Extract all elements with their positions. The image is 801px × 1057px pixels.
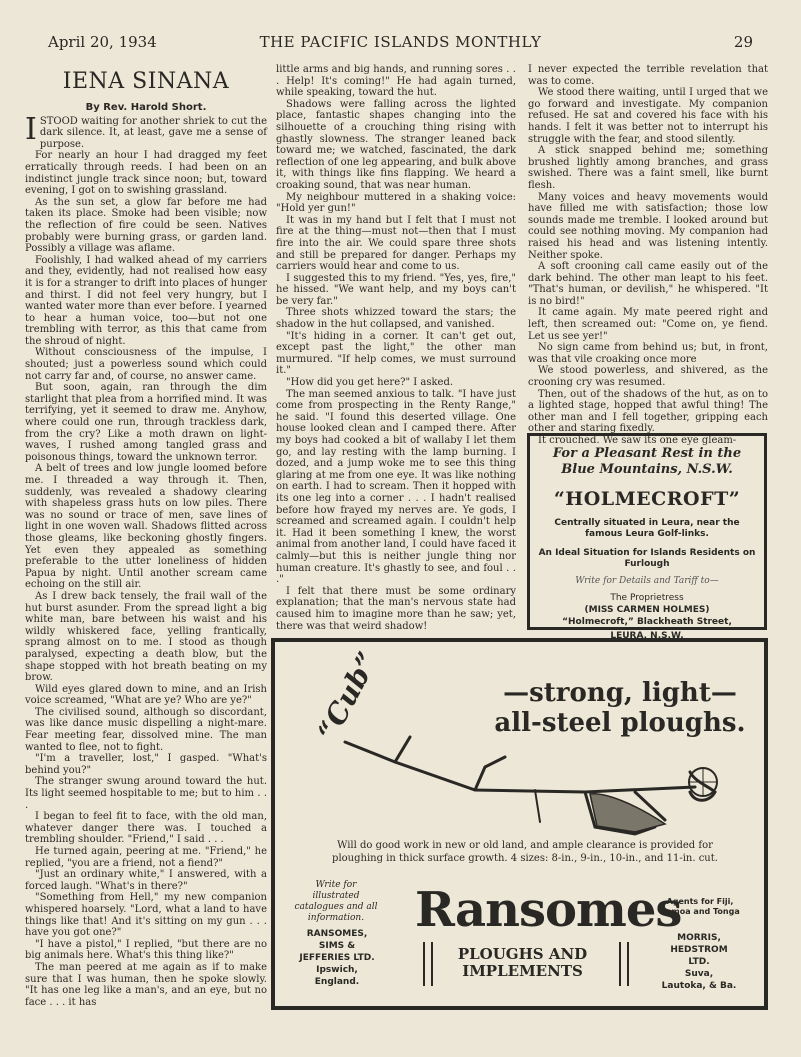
paragraph: Then, out of the shadows of the hut, as on to a lighted stage, hopped that awful thing! The other man and I fell together, gripping each other and staring fixedly. xyxy=(528,388,768,435)
paragraph: "How did you get here?" I asked. xyxy=(286,377,454,389)
paragraph: Wild eyes glared down to mine, and an Irish voice screamed, "What are ye? Who are ye?" xyxy=(25,683,267,707)
agents-heading: Agents for Fiji, Samoa and Tonga xyxy=(660,897,740,916)
paragraph: Three shots whizzed toward the stars; the shadow in the hut collapsed, and vanished. xyxy=(276,307,516,331)
paragraph: A belt of trees and low jungle loomed before me. I threaded a way through it. Then, suddenly, was revealed a shadowy clearing with shapeless grass huts on low piles. There was no sound or trace of men, save lines of light in one woven wall. Shadows flitted across those gleams, like beckoning ghostly fingers. Yet even they appealed as something preferable to the utter loneliness of hidden Papua by night. Until another scream came echoing on the still air. xyxy=(25,463,267,591)
paragraph: I never expected the terrible revelation that was to come. xyxy=(528,64,768,87)
paragraph: It was in my hand but I felt that I must not fire at the thing—must not—then that I must fire into the air. We could spare three shots and still be prepared for danger. Perhaps my carriers would hear and come to us. xyxy=(276,214,516,273)
column-3-text xyxy=(528,64,768,447)
ransomes-advertisement xyxy=(271,638,768,1010)
paragraph: I began to feel fit to face, with the old man, whatever danger there was. I touched a trembling shoulder. "Friend," I said . . . xyxy=(25,811,267,846)
plough-description: Will do good work in new or old land, and ample clearance is provided for ploughing in thick surface growth. 4 sizes: 8-in., 9-in., 10-in., and 11-in. cut. xyxy=(332,840,718,864)
paragraph: He turned again, peering at me. "Friend," he replied, "you are a friend, not a fiend?" xyxy=(25,846,267,869)
paragraph: "Just an ordinary white," I answered, with a forced laugh. "What's in there?" xyxy=(25,869,267,892)
paragraph: STOOD waiting for another shriek to cut the dark silence. It, at least, gave me a sense of purpose. xyxy=(39,115,267,150)
paragraph: But soon, again, ran through the dim starlight that plea from a horrified mind. It was terrifying, yet it seemed to draw me. Anyhow, where could one run, through trackless dark, from the cry? Like a moth drawn on light-waves, I rushed among tangled grass and poisonous things, toward the unknown terror. xyxy=(25,382,267,463)
maker-line-2: SIMS & xyxy=(318,941,356,951)
paragraph: It crouched. We saw its one eye gleam- xyxy=(538,435,737,446)
holmecroft-town: LEURA, N.S.W. xyxy=(610,631,684,641)
page-header xyxy=(48,33,753,55)
column-1-text xyxy=(25,111,267,1009)
drop-cap: I xyxy=(25,111,37,147)
paragraph: As I drew back tensely, the frail wall of the hut burst asunder. From the spread light a big white man, bare between his waist and his wildly whiskered face, yelling frantically, sprang almost on to me. I stood as though paralysed, expecting a death blow, but the shape stopped with hot breath beating on my brow. xyxy=(25,590,267,684)
agent-line-4: Suva, xyxy=(684,969,714,979)
paragraph: Foolishly, I had walked ahead of my carriers and they, evidently, had not realised how easy it is for a stranger to drift into places of hunger and thirst. I did not feel very hungry, but I wanted water more than ever before. I yearned to hear a human voice, too—but not one trembling with terror, as this that came from the shroud of night. xyxy=(25,254,267,347)
agent-line-1: MORRIS, xyxy=(677,933,721,943)
maker-line-3: JEFFERIES LTD. xyxy=(299,953,375,963)
paragraph: "I'm a traveller, lost," I gasped. "What's behind you?" xyxy=(25,753,267,776)
paragraph: Many voices and heavy movements would have filled me with satisfaction; those low sounds made me tremble. I looked around but could see nothing moving. My companion had raised his head and was listening intently. Neither spoke. xyxy=(528,191,768,261)
agents-address xyxy=(645,932,753,992)
paragraph: A soft crooning call came easily out of the dark behind. The other man leapt to his feet. "That's human, or devilish," he whispered. "It is no bird!" xyxy=(528,261,768,307)
paragraph: No sign came from behind us; but, in front, was that vile croaking once more xyxy=(528,342,768,365)
manufacturer-address xyxy=(287,928,387,988)
paragraph: We stood powerless, and shivered, as the crooning cry was resumed. xyxy=(528,365,768,389)
article-column-2 xyxy=(276,64,516,630)
ransomes-product-line xyxy=(425,946,620,980)
page-number: 29 xyxy=(733,33,753,51)
paragraph: The stranger swung around toward the hut. Its light seemed hospitable to me; but to him . . . xyxy=(25,776,267,811)
holmecroft-location: Centrally situated in Leura, near the famous Leura Golf-links. xyxy=(554,518,740,539)
paragraph: little arms and big hands, and running sores . . . Help! It's coming!" He had again turned, while speaking, toward the hut. xyxy=(276,64,516,99)
agent-line-5: Lautoka, & Ba. xyxy=(661,981,737,991)
column-2-text xyxy=(276,64,516,632)
paragraph: It came again. My mate peered right and left, then screamed out: "Come on, ye fiend. Let us see yer!" xyxy=(528,307,768,342)
plough-illustration xyxy=(335,732,735,842)
paragraph: "Something from Hell," my new companion whispered hoarsely. "Lord, what a land to have things like that! And it's sitting on my gun . . . have you got one?" xyxy=(25,892,267,939)
paragraph: "I have a pistol," I replied, "but there are no big animals here. What's this thing like?" xyxy=(25,938,267,962)
journal-title: THE PACIFIC ISLANDS MONTHLY xyxy=(259,33,542,51)
issue-date: April 20, 1934 xyxy=(48,33,157,51)
product-line-2: IMPLEMENTS xyxy=(462,962,583,980)
holmecroft-address: “Holmecroft,” Blackheath Street, xyxy=(562,617,732,627)
article-byline: By Rev. Harold Short. xyxy=(85,102,207,113)
ransomes-logo: Ransomes xyxy=(415,882,682,938)
paragraph: "It's hiding in a corner. It can't get out, except past the light," the other man murmured. "If help comes, we must surround it." xyxy=(276,330,516,377)
logo-bar-right xyxy=(619,942,629,986)
maker-line-1: RANSOMES, xyxy=(306,929,368,939)
maker-line-5: England. xyxy=(314,977,360,987)
paragraph: The man seemed anxious to talk. "I have just come from prospecting in the Renty Range," he said. "I found this deserted village. One house looked clean and I camped there. After my boys had cooked a bit of wallaby I let them go, and lay resting with the lamp burning. I dozed, and a jump woke me to see this thing glaring at me from one eye. It was like nothing on earth. I had to scream. Then it hopped with its one leg into a corner . . . I hadn't realised before how frayed my nerves are. Ye gods, I screamed and screamed again. I couldn't help it. Had it been something I knew, the worst animal from another land, I could have faced it calmly—but this is neither jungle thing nor human creature. It's ghastly to see, and foul . . ." xyxy=(276,388,516,586)
agent-line-2: HEDSTROM xyxy=(670,945,728,955)
slogan-line-2: all-steel ploughs. xyxy=(494,708,746,738)
article-title: IENA SINANA xyxy=(62,69,230,94)
catalogue-note: Write for illustrated catalogues and all information. xyxy=(294,880,378,923)
cub-model-name: “Cub” xyxy=(311,646,385,746)
paragraph: The man peered at me again as if to make sure that I was human, then he spoke slowly. "It has one leg like a man's, and an eye, but no face . . . it has xyxy=(25,961,267,1008)
paragraph: Shadows were falling across the lighted place, fantastic shapes changing into the silhouette of a crouching thing rising with ghastly slowness. The stranger leaned back toward me; we watched, fascinated, the dark reflection of one leg appearing, and bulk above it, with things like fins flapping. We heard a croaking sound, that was near human. xyxy=(276,98,516,191)
holmecroft-headline: For a Pleasant Rest in the Blue Mountains, N.S.W. xyxy=(552,446,742,477)
product-line-1: PLOUGHS AND xyxy=(457,945,588,963)
holmecroft-tagline: An Ideal Situation for Islands Residents on Furlough xyxy=(538,548,756,569)
paragraph: Without consciousness of the impulse, I shouted; just a powerless sound which could not carry far and, of course, no answer came. xyxy=(25,347,267,382)
holmecroft-name: “HOLMECROFT” xyxy=(553,488,741,510)
paragraph: I suggested this to my friend. "Yes, yes, fire," he hissed. "We want help, and my boys can't be very far." xyxy=(276,272,516,307)
holmecroft-owner: (MISS CARMEN HOLMES) xyxy=(584,605,710,615)
paragraph: A stick snapped behind me; something brushed lightly among branches, and grass swished. There was a faint smell, like burnt flesh. xyxy=(528,145,768,191)
paragraph: I felt that there must be some ordinary explanation; that the man's nervous state had caused him to imagine more than he saw; yet, there was that weird shadow! xyxy=(276,585,516,632)
holmecroft-advertisement xyxy=(527,433,767,641)
ransomes-slogan xyxy=(490,678,750,738)
paragraph: We stood there waiting, until I urged that we go forward and investigate. My companion refused. He sat and covered his face with his hands. I felt it was better not to interrupt his struggle with the fear, and stood silently. xyxy=(528,87,768,145)
paragraph: My neighbour muttered in a shaking voice: "Hold yer gun!" xyxy=(276,191,516,215)
agent-line-3: LTD. xyxy=(688,957,710,967)
paragraph: As the sun set, a glow far before me had taken its place. Smoke had been visible; now the reflection of fire could be seen. Natives probably were burning grass, or garden land. Possibly a village was aflame. xyxy=(25,196,267,255)
article-column-1 xyxy=(25,64,267,1032)
slogan-line-1: —strong, light— xyxy=(503,678,737,708)
article-column-3 xyxy=(528,64,768,446)
holmecroft-write-for: Write for Details and Tariff to— xyxy=(575,576,719,586)
paragraph: The civilised sound, although so discordant, was like dance music dispelling a night-mare. Fear meeting fear, dissolved mine. The man wanted to flee, not to fight. xyxy=(25,706,267,753)
holmecroft-proprietress: The Proprietress xyxy=(610,593,684,603)
paragraph: For nearly an hour I had dragged my feet erratically through reeds. I had been on an indistinct jungle track since noon; but, toward evening, I got on to swishing grassland. xyxy=(25,150,267,197)
maker-line-4: Ipswich, xyxy=(316,965,358,975)
